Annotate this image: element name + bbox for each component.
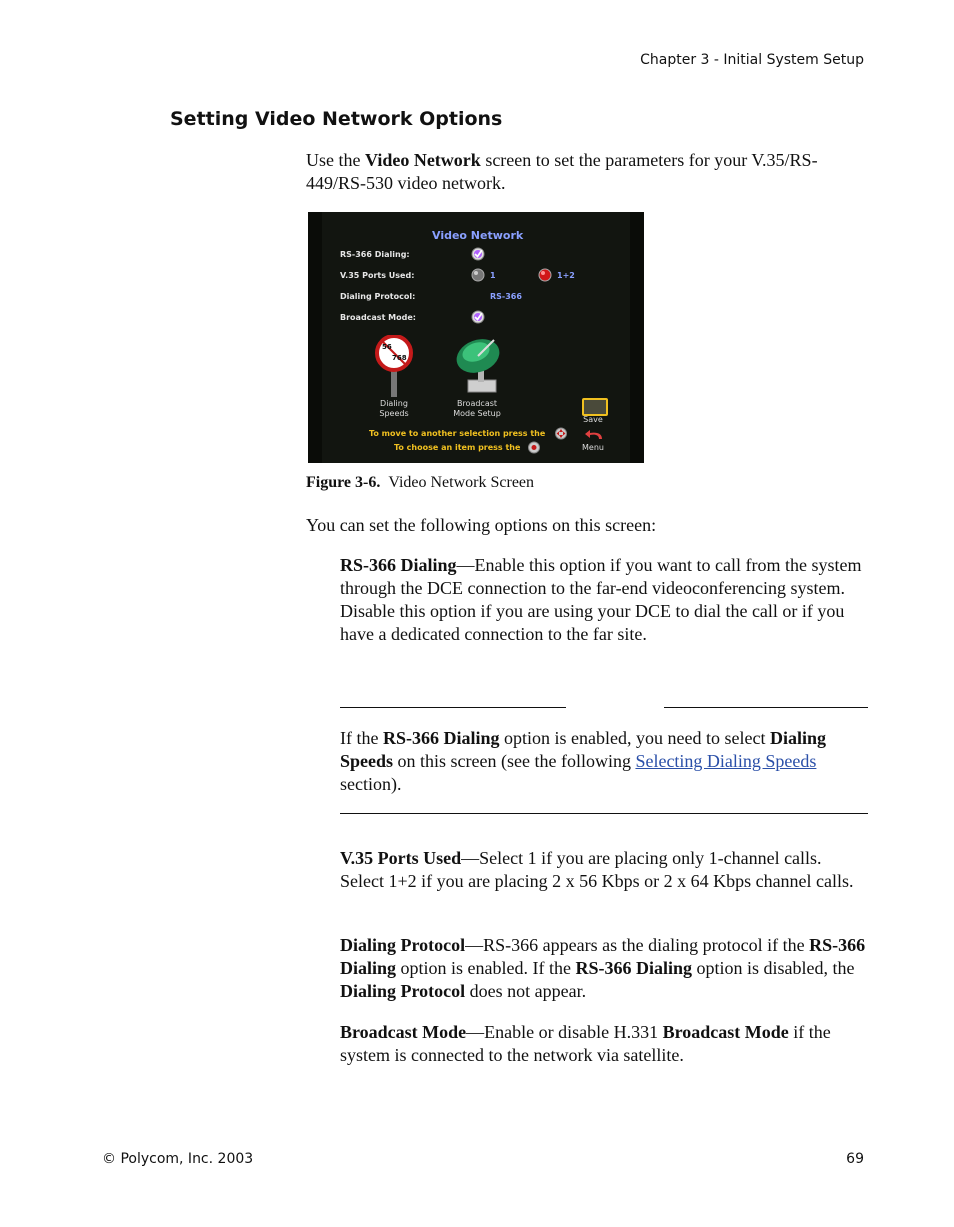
hint-move: To move to another selection press the xyxy=(369,429,546,438)
port-1-2-radio-icon xyxy=(538,268,552,282)
intro-paragraph: Use the Video Network screen to set the parameters for your V.35/RS-449/RS-530 video network. xyxy=(306,150,818,193)
row-label-protocol: Dialing Protocol: xyxy=(340,292,416,301)
arrow-pad-icon xyxy=(554,427,568,440)
row-label-rs366: RS-366 Dialing: xyxy=(340,250,410,259)
back-arrow-icon xyxy=(584,428,606,442)
save-label: Save xyxy=(583,415,603,424)
select-button-icon xyxy=(527,441,541,454)
dialing-speeds-label: Dialing Speeds xyxy=(379,399,409,418)
row-label-ports: V.35 Ports Used: xyxy=(340,271,415,280)
speed-sign-icon xyxy=(374,335,414,397)
section-title: Setting Video Network Options xyxy=(170,108,503,130)
note-paragraph: If the RS-366 Dialing option is enabled, you need to select Dialing Speeds on this screen (see the following Selecting Dialing Speeds section). xyxy=(340,728,826,794)
options-intro: You can set the following options on this screen: xyxy=(306,515,657,535)
note-rule-left xyxy=(340,707,566,708)
video-network-screenshot xyxy=(308,212,644,463)
broadcast-mode-description: Broadcast Mode—Enable or disable H.331 Broadcast Mode if the system is connected to the network via satellite. xyxy=(340,1022,831,1065)
row-label-broadcast: Broadcast Mode: xyxy=(340,313,416,322)
rs366-dialing-description: RS-366 Dialing—Enable this option if you want to call from the system through the DCE connection to the far-end videoconferencing system. Disable this option if you are using your DCE to dial the call or if you have a dedicated connection to the far site. xyxy=(340,555,862,644)
broadcast-mode-setup-label: Broadcast Mode Setup xyxy=(453,399,501,418)
sign-top-number: 56 xyxy=(382,343,392,351)
port-1-radio-icon xyxy=(471,268,485,282)
selecting-dialing-speeds-link[interactable]: Selecting Dialing Speeds xyxy=(635,751,817,771)
screen-title: Video Network xyxy=(432,229,524,242)
menu-label: Menu xyxy=(582,443,604,452)
port-option-1: 1 xyxy=(490,271,496,280)
sign-bottom-number: 768 xyxy=(392,354,407,362)
note-rule-right xyxy=(664,707,868,708)
note-rule-bottom xyxy=(340,813,868,814)
save-icon xyxy=(582,398,608,416)
figure-caption: Figure 3-6. Video Network Screen xyxy=(306,474,535,491)
rs366-checkbox-icon xyxy=(471,247,485,261)
broadcast-checkbox-icon xyxy=(471,310,485,324)
running-head: Chapter 3 - Initial System Setup xyxy=(640,52,864,68)
footer-copyright: © Polycom, Inc. 2003 xyxy=(102,1151,254,1167)
v35-ports-description: V.35 Ports Used—Select 1 if you are placing only 1-channel calls. Select 1+2 if you are placing 2 x 56 Kbps or 2 x 64 Kbps channel calls. xyxy=(340,848,854,891)
footer-page-number: 69 xyxy=(846,1151,864,1167)
dialing-protocol-description: Dialing Protocol—RS-366 appears as the dialing protocol if the RS-366 Dialing option is enabled. If the RS-366 Dialing option is disabled, the Dialing Protocol does not appear. xyxy=(340,935,866,1001)
protocol-value: RS-366 xyxy=(490,292,522,301)
port-option-1-2: 1+2 xyxy=(557,271,575,280)
satellite-dish-icon xyxy=(452,332,508,396)
hint-choose: To choose an item press the xyxy=(394,443,521,452)
